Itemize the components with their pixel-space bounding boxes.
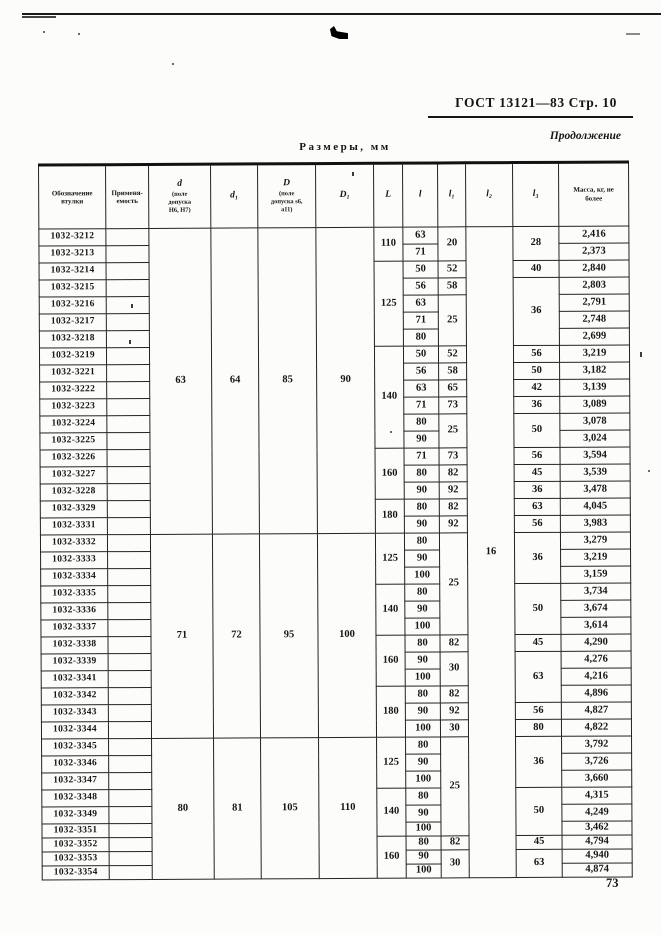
cell-mass: 3,726: [562, 753, 632, 770]
cell-mass: 4,896: [561, 685, 631, 702]
cell-l3: 56: [513, 345, 559, 362]
cell-applicability: [108, 551, 151, 568]
continuation-label: Продолжение: [549, 130, 621, 142]
cell-l: 100: [405, 618, 440, 635]
cell-l: 80: [403, 329, 438, 346]
cell-l1: 30: [441, 850, 469, 878]
cell-L: 140: [376, 584, 405, 635]
cell-designation: 1032-3351: [42, 824, 109, 838]
cell-designation: 1032-3343: [41, 705, 108, 722]
cell-l: 71: [404, 397, 439, 414]
cell-l1: 25: [441, 737, 470, 836]
cell-designation: 1032-3329: [40, 501, 107, 518]
cell-l1: 25: [439, 414, 467, 448]
cell-designation: 1032-3222: [40, 382, 107, 399]
cell-applicability: [107, 534, 150, 551]
cell-designation: 1032-3224: [40, 416, 107, 433]
cell-l3: 50: [514, 362, 560, 379]
cell-applicability: [107, 500, 150, 517]
cell-l: 100: [406, 822, 441, 836]
cell-mass: 3,159: [561, 566, 631, 583]
cell-l: 63: [404, 380, 439, 397]
cell-mass: 3,614: [561, 617, 631, 634]
cell-designation: 1032-3213: [39, 246, 106, 263]
col-header-D1: [316, 163, 374, 227]
cell-D: 85: [258, 228, 318, 534]
cell-l: 63: [403, 227, 438, 244]
cell-mass: 3,089: [560, 396, 630, 413]
cell-L: 125: [374, 261, 403, 346]
cell-mass: 2,373: [559, 243, 629, 260]
cell-designation: 1032-3354: [42, 866, 109, 880]
col-header-L: [374, 163, 403, 227]
cell-l1: 52: [438, 346, 466, 363]
cell-applicability: [107, 466, 150, 483]
col-header-D: [258, 164, 316, 228]
cell-designation: 1032-3339: [41, 654, 108, 671]
cell-l: 90: [404, 482, 439, 499]
cell-applicability: [108, 687, 151, 704]
cell-L: 140: [374, 346, 404, 448]
cell-mass: 4,794: [562, 835, 632, 849]
cell-d: 80: [152, 738, 215, 879]
scan-edge-line-fragment: [22, 16, 56, 18]
cell-l3: 36: [513, 277, 559, 345]
cell-l: 80: [406, 788, 441, 805]
cell-l: 100: [405, 669, 440, 686]
cell-designation: 1032-3212: [39, 229, 106, 246]
cell-applicability: [108, 670, 151, 687]
cell-applicability: [107, 432, 150, 449]
cell-mass: 2,791: [559, 294, 629, 311]
cell-applicability: [106, 296, 149, 313]
cell-designation: 1032-3347: [42, 773, 109, 790]
cell-mass: 4,249: [562, 804, 632, 821]
cell-applicability: [109, 738, 152, 755]
cell-applicability: [106, 313, 149, 330]
col-header-label: l₁: [448, 189, 455, 200]
col-header-label: Обозначение втулки: [51, 188, 93, 206]
cell-l: 90: [405, 550, 440, 567]
scan-speck: [78, 33, 80, 35]
cell-l: 90: [406, 850, 441, 864]
cell-l: 90: [404, 431, 439, 448]
col-header-l3: [513, 162, 559, 226]
cell-applicability: [107, 364, 150, 381]
header-underline: [428, 116, 633, 118]
cell-l1: 82: [439, 465, 467, 482]
cell-l: 80: [405, 635, 440, 652]
scan-speck: [172, 63, 174, 65]
col-header-label: D: [283, 178, 291, 189]
cell-l3: 50: [516, 787, 562, 835]
cell-l: 100: [406, 864, 441, 878]
cell-applicability: [107, 483, 150, 500]
cell-designation: 1032-3218: [39, 331, 106, 348]
cell-l3: 50: [514, 413, 560, 447]
table-title: Размеры, мм: [299, 141, 391, 153]
cell-designation: 1032-3349: [42, 807, 109, 824]
cell-mass: 3,478: [560, 481, 630, 498]
cell-mass: 4,827: [561, 702, 631, 719]
cell-applicability: [109, 789, 152, 806]
cell-applicability: [106, 262, 149, 279]
table-row: [42, 736, 632, 756]
cell-designation: 1032-3214: [39, 263, 106, 280]
cell-l3: 45: [515, 634, 561, 651]
page-number: 73: [606, 876, 619, 890]
cell-designation: 1032-3219: [39, 348, 106, 365]
cell-mass: 4,290: [561, 634, 631, 651]
cell-l: 90: [406, 805, 441, 822]
cell-designation: 1032-3334: [41, 569, 108, 586]
cell-designation: 1032-3344: [41, 722, 108, 739]
cell-d1: 72: [212, 534, 260, 738]
cell-l: 71: [403, 244, 438, 261]
cell-mass: 3,462: [562, 821, 632, 835]
cell-applicability: [106, 330, 149, 347]
cell-l1: 65: [439, 380, 467, 397]
cell-l3: 63: [516, 849, 562, 877]
cell-l3: 42: [514, 379, 560, 396]
cell-l1: 73: [439, 397, 467, 414]
cell-l3: 36: [514, 532, 560, 583]
cell-applicability: [109, 823, 152, 837]
scan-dash-mark: [626, 33, 640, 35]
col-header-label: L: [385, 189, 392, 201]
col-header-l: [403, 163, 438, 227]
cell-L: 125: [377, 737, 406, 788]
cell-d1: 81: [214, 738, 262, 879]
cell-applicability: [108, 602, 151, 619]
cell-applicability: [108, 619, 151, 636]
col-header-mass: [559, 162, 629, 226]
cell-applicability: [109, 865, 152, 879]
col-header-label: d: [177, 178, 183, 189]
cell-l: 90: [405, 601, 440, 618]
cell-mass: 3,024: [560, 430, 630, 447]
document-standard-header: ГОСТ 13121—83 Стр. 10: [455, 95, 617, 110]
cell-designation: 1032-3223: [40, 399, 107, 416]
cell-designation: 1032-3352: [42, 838, 109, 852]
scan-speck: [648, 470, 650, 472]
cell-mass: 3,279: [560, 532, 630, 549]
cell-l3: 45: [516, 835, 562, 849]
cell-l1: 92: [439, 516, 467, 533]
cell-l1: 25: [439, 533, 468, 635]
cell-applicability: [107, 517, 150, 534]
scan-speck: [43, 31, 45, 33]
cell-l: 100: [405, 720, 440, 737]
cell-l: 90: [406, 754, 441, 771]
cell-d1: 64: [211, 228, 260, 534]
cell-designation: 1032-3215: [39, 280, 106, 297]
cell-designation: 1032-3338: [41, 637, 108, 654]
cell-mass: 4,315: [562, 787, 632, 804]
ink-blob-mark: [330, 26, 348, 39]
cell-applicability: [109, 755, 152, 772]
cell-mass: 4,276: [561, 651, 631, 668]
col-header-tolerance-note: (поле допуска H6, H7): [168, 190, 192, 215]
cell-L: 125: [375, 533, 404, 584]
cell-mass: 3,539: [560, 464, 630, 481]
cell-l1: 52: [438, 261, 466, 278]
table-row: [39, 226, 629, 246]
cell-mass: 3,219: [559, 345, 629, 362]
col-header-l1: [438, 163, 466, 227]
cell-d: 71: [150, 534, 213, 738]
cell-l1: 82: [439, 499, 467, 516]
cell-applicability: [109, 772, 152, 789]
cell-L: 160: [376, 635, 405, 686]
cell-D: 95: [259, 534, 318, 738]
cell-designation: 1032-3331: [40, 518, 107, 535]
cell-l: 80: [404, 414, 439, 431]
cell-mass: 2,840: [559, 260, 629, 277]
cell-designation: 1032-3341: [41, 671, 108, 688]
cell-D1: 90: [316, 227, 376, 533]
cell-applicability: [107, 449, 150, 466]
cell-l3: 36: [514, 481, 560, 498]
cell-designation: 1032-3337: [41, 620, 108, 637]
cell-l: 71: [403, 312, 438, 329]
cell-applicability: [106, 347, 149, 364]
cell-mass: 2,699: [559, 328, 629, 345]
cell-l3: 56: [514, 447, 560, 464]
cell-l3: 36: [516, 736, 562, 787]
cell-applicability: [108, 585, 151, 602]
cell-designation: 1032-3227: [40, 467, 107, 484]
cell-l: 100: [406, 771, 441, 788]
cell-mass: 3,139: [560, 379, 630, 396]
scan-edge-line: [22, 13, 661, 15]
cell-designation: 1032-3345: [42, 739, 109, 756]
col-header-tolerance-note: (поле допуска s6, a11): [270, 190, 303, 214]
cell-l3: 50: [515, 583, 561, 634]
cell-l: 80: [405, 686, 440, 703]
col-header-applicability: [106, 164, 149, 228]
cell-applicability: [107, 381, 150, 398]
cell-designation: 1032-3346: [42, 756, 109, 773]
cell-mass: 2,803: [559, 277, 629, 294]
cell-l1: 82: [441, 836, 469, 850]
cell-mass: 3,660: [562, 770, 632, 787]
cell-mass: 3,734: [561, 583, 631, 600]
cell-l: 63: [403, 295, 438, 312]
cell-l3: 63: [515, 651, 561, 702]
cell-D: 105: [261, 738, 320, 879]
cell-L: 180: [375, 499, 404, 533]
cell-designation: 1032-3226: [40, 450, 107, 467]
cell-l: 90: [405, 652, 440, 669]
cell-l3: 40: [513, 260, 559, 277]
cell-designation: 1032-3216: [39, 297, 106, 314]
cell-mass: 4,874: [562, 863, 632, 877]
cell-mass: 4,216: [561, 668, 631, 685]
cell-mass: 3,983: [560, 515, 630, 532]
cell-designation: 1032-3342: [41, 688, 108, 705]
cell-D1: 110: [319, 737, 378, 878]
cell-L: 110: [374, 227, 403, 261]
cell-L: 160: [375, 448, 404, 499]
cell-designation: 1032-3332: [40, 535, 107, 552]
cell-l1: 20: [438, 227, 466, 261]
cell-l3: 63: [514, 498, 560, 515]
table-row: [40, 532, 630, 552]
cell-applicability: [109, 837, 152, 851]
col-header-label: l₃: [532, 189, 539, 200]
cell-designation: 1032-3348: [42, 790, 109, 807]
cell-designation: 1032-3353: [42, 852, 109, 866]
cell-l: 71: [404, 448, 439, 465]
cell-designation: 1032-3333: [41, 552, 108, 569]
table-body: [39, 226, 632, 880]
cell-l3: 45: [514, 464, 560, 481]
col-header-label: Применя- емость: [111, 188, 143, 206]
cell-L: 140: [377, 788, 406, 836]
cell-l1: 92: [440, 703, 468, 720]
cell-mass: 4,822: [561, 719, 631, 736]
cell-mass: 2,748: [559, 311, 629, 328]
cell-applicability: [109, 851, 152, 865]
cell-L: 160: [377, 836, 406, 878]
cell-applicability: [108, 721, 151, 738]
cell-applicability: [108, 704, 151, 721]
scan-speck: [640, 352, 642, 357]
cell-l3: 36: [514, 396, 560, 413]
col-header-label: l₂: [486, 189, 493, 200]
cell-applicability: [108, 636, 151, 653]
cell-l1: 58: [439, 363, 467, 380]
dimensions-table: [38, 160, 633, 880]
cell-L: 180: [376, 686, 405, 737]
col-header-d: [149, 164, 211, 228]
cell-d: 63: [149, 228, 213, 534]
cell-mass: 4,940: [562, 849, 632, 863]
cell-l: 50: [403, 346, 438, 363]
cell-applicability: [106, 279, 149, 296]
cell-l3: 56: [515, 702, 561, 719]
col-header-designation: [39, 165, 106, 229]
cell-l1: 30: [440, 652, 468, 686]
col-header-l2: [466, 163, 513, 227]
cell-l3: 80: [515, 719, 561, 736]
cell-applicability: [109, 806, 152, 823]
cell-designation: 1032-3335: [41, 586, 108, 603]
cell-designation: 1032-3217: [39, 314, 106, 331]
cell-l1: 82: [440, 635, 468, 652]
cell-l3: 28: [513, 226, 559, 260]
table-header: [39, 162, 629, 229]
cell-designation: 1032-3336: [41, 603, 108, 620]
col-header-label: D₁: [339, 190, 350, 201]
cell-l: 80: [404, 533, 439, 550]
cell-l: 80: [406, 737, 441, 754]
cell-l: 90: [405, 703, 440, 720]
cell-mass: 3,078: [560, 413, 630, 430]
cell-mass: 3,792: [562, 736, 632, 753]
col-header-label: Масса, кг, не более: [573, 185, 614, 203]
cell-l: 80: [404, 499, 439, 516]
col-header-label: d₁: [230, 190, 239, 201]
cell-l: 56: [404, 363, 439, 380]
cell-l: 100: [405, 567, 440, 584]
cell-applicability: [106, 245, 149, 262]
col-header-d1: [211, 164, 258, 228]
cell-l1: 58: [438, 278, 466, 295]
cell-l: 50: [403, 261, 438, 278]
cell-l1: 25: [438, 295, 466, 346]
cell-designation: 1032-3225: [40, 433, 107, 450]
cell-mass: 3,674: [561, 600, 631, 617]
cell-l1: 30: [440, 720, 468, 737]
cell-applicability: [107, 415, 150, 432]
cell-mass: 2,416: [559, 226, 629, 243]
cell-mass: 4,045: [560, 498, 630, 515]
cell-l: 56: [403, 278, 438, 295]
cell-applicability: [107, 398, 150, 415]
cell-designation: 1032-3221: [40, 365, 107, 382]
cell-applicability: [106, 228, 149, 245]
cell-l: 80: [406, 836, 441, 850]
cell-l2: 16: [466, 227, 516, 878]
cell-designation: 1032-3228: [40, 484, 107, 501]
cell-applicability: [108, 653, 151, 670]
cell-l: 90: [404, 516, 439, 533]
cell-l3: 56: [514, 515, 560, 532]
cell-l1: 73: [439, 448, 467, 465]
cell-l1: 92: [439, 482, 467, 499]
cell-l1: 82: [440, 686, 468, 703]
cell-l: 80: [405, 584, 440, 601]
cell-mass: 3,182: [560, 362, 630, 379]
cell-D1: 100: [317, 533, 376, 737]
col-header-label: l: [418, 189, 422, 200]
cell-mass: 3,594: [560, 447, 630, 464]
cell-mass: 3,219: [561, 549, 631, 566]
cell-applicability: [108, 568, 151, 585]
cell-l: 80: [404, 465, 439, 482]
header-row: [39, 162, 629, 229]
